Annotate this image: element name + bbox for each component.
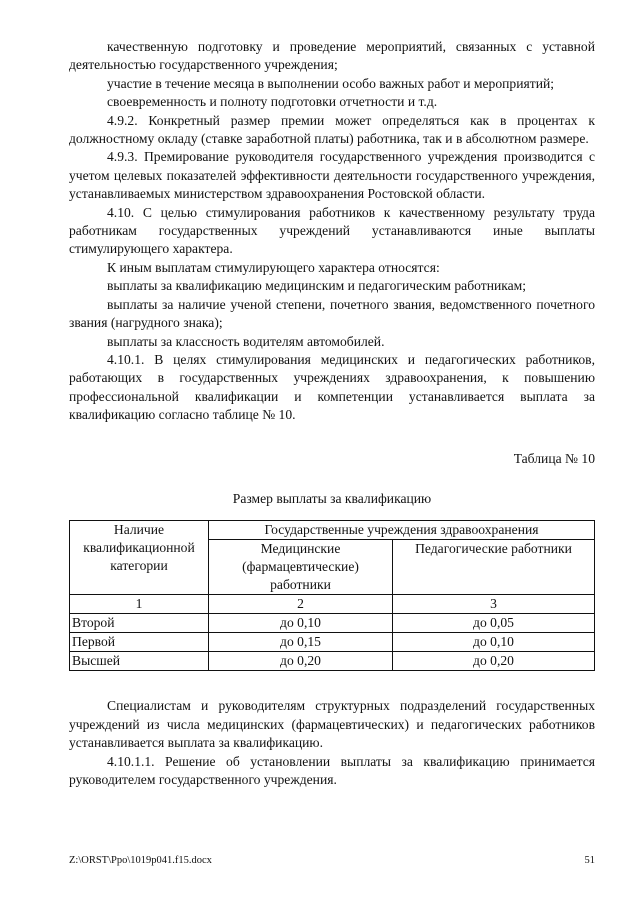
table-number-row [70, 595, 595, 614]
table-title: Размер выплаты за квалификацию [232, 490, 432, 506]
document-page [69, 38, 595, 789]
table-number: Таблица № 10 [513, 450, 595, 466]
column-number: 1 [70, 595, 209, 614]
footer-file-path: Z:\ORST\Ppo\1019p041.f15.docx [69, 855, 212, 866]
column-number: 2 [209, 595, 393, 614]
category-cell: Второй [70, 614, 209, 633]
medical-cell: до 0,20 [209, 652, 393, 671]
pedagogical-cell: до 0,20 [393, 652, 595, 671]
pedagogical-cell: до 0,05 [393, 614, 595, 633]
paragraph: 4.10.1.1. Решение об установлении выплаты за квалификацию принимается руководителем государственного учреждения. [69, 753, 595, 787]
table-row [70, 652, 595, 671]
paragraph: 4.9.2. Конкретный размер премии может определяться как в процентах к должностному окладу (ставке заработной платы) работника, так и в абсолютном размере. [69, 112, 595, 147]
paragraph: 4.9.3. Премирование руководителя государственного учреждения производится с учетом целевых показателей эффективности деятельности государственного учреждения, устанавливаемых министерством здравоохранения Ростовской области. [69, 149, 595, 202]
header-medical: Медицинские (фармацевтические) работники [209, 540, 393, 595]
paragraph: 4.10. С целью стимулирования работников к качественному результату труда работникам государственных учреждений устанавливаются иные выплаты стимулирующего характера. [69, 204, 595, 257]
table-header-row [70, 521, 595, 540]
paragraph: участие в течение месяца в выполнении особо важных работ и мероприятий; [107, 75, 555, 91]
category-cell: Первой [70, 633, 209, 652]
paragraph: 4.10.1. В целях стимулирования медицинских и педагогических работников, работающих в государственных учреждениях здравоохранения, к повышению профессиональной квалификации и компетенции устанавливается выплата за квалификацию согласно таблице № 10. [69, 351, 595, 423]
paragraph: К иным выплатам стимулирующего характера относятся: [107, 259, 440, 275]
paragraph: качественную подготовку и проведение мероприятий, связанных с уставной деятельностью государственного учреждения; [69, 39, 595, 73]
table-row [70, 633, 595, 652]
paragraph: своевременность и полноту подготовки отчетности и т.д. [107, 94, 438, 110]
paragraph: выплаты за наличие ученой степени, почетного звания, ведомственного почетного звания (нагрудного знака); [69, 296, 595, 331]
paragraph: выплаты за классность водителям автомобилей. [107, 333, 385, 349]
header-pedagogical: Педагогические работники [393, 540, 595, 595]
table-row [70, 614, 595, 633]
pedagogical-cell: до 0,10 [393, 633, 595, 652]
qualification-table [69, 520, 595, 671]
paragraph: выплаты за квалификацию медицинским и педагогическим работникам; [107, 278, 527, 294]
column-number: 3 [393, 595, 595, 614]
category-cell: Высшей [70, 652, 209, 671]
footer-page-number: 51 [584, 855, 595, 866]
header-category: Наличие квалификационной категории [70, 521, 209, 595]
header-group: Государственные учреждения здравоохранения [209, 521, 595, 540]
medical-cell: до 0,15 [209, 633, 393, 652]
paragraph: Специалистам и руководителям структурных подразделений государственных учреждений из числа медицинских (фармацевтических) и педагогических работников устанавливается выплата за квалификацию. [69, 698, 595, 751]
medical-cell: до 0,10 [209, 614, 393, 633]
